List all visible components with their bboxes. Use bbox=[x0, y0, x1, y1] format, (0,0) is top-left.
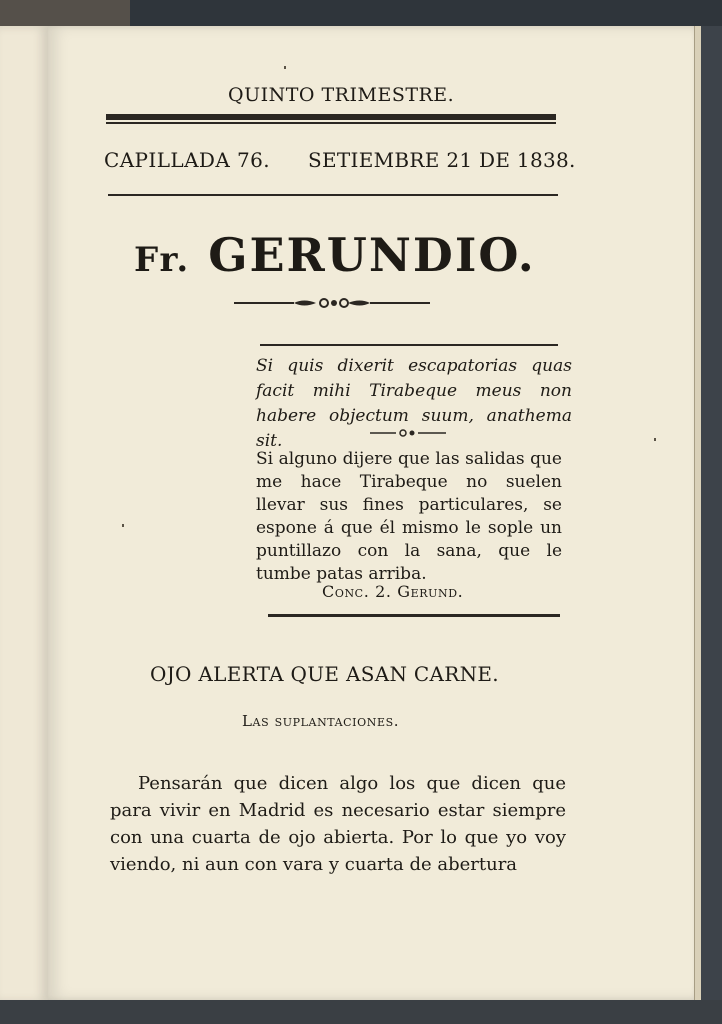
adjacent-page-edge bbox=[0, 0, 130, 26]
masthead-prefix: Fr. bbox=[134, 240, 191, 280]
page-edge bbox=[694, 26, 701, 1000]
epigraph-source: Conc. 2. Gerund. bbox=[322, 582, 464, 601]
article-subtitle: Las suplantaciones. bbox=[242, 712, 400, 730]
epigraph-rule-bottom bbox=[268, 614, 560, 617]
epigraph-rule-top bbox=[260, 344, 558, 346]
masthead-name: GERUNDIO. bbox=[208, 228, 536, 282]
paper-speck bbox=[122, 524, 124, 527]
adjacent-page bbox=[0, 26, 50, 1002]
epigraph-latin: Si quis dixerit escapatorias quas facit mihi Tirabeque meus non habere objectum suum, anathema sit. bbox=[256, 356, 572, 451]
newspaper-page bbox=[48, 26, 698, 1000]
epigraph-ornament bbox=[370, 428, 446, 438]
epigraph-translation: Si alguno dijere que las salidas que me hace Tirabeque no suelen llevar sus fines particulares, se espone á que él mismo le sople un puntillazo con la sana, que le tumbe patas arriba. bbox=[256, 449, 562, 584]
issue-quarter: QUINTO TRIMESTRE. bbox=[228, 84, 455, 106]
ornament-divider bbox=[234, 296, 430, 310]
scan-background-bottom bbox=[0, 1000, 722, 1024]
issue-number: CAPILLADA 76. bbox=[104, 148, 270, 172]
article-title: OJO ALERTA QUE ASAN CARNE. bbox=[150, 662, 499, 686]
issue-date: SETIEMBRE 21 DE 1838. bbox=[308, 148, 576, 172]
paper-speck bbox=[654, 438, 656, 441]
header-rule-thick bbox=[106, 114, 556, 120]
article-body: Pensarán que dicen algo los que dicen que para vivir en Madrid es necesario estar siempre con una cuarta de ojo abierta. Por lo que yo voy viendo, ni aun con vara y cuarta de abertura bbox=[110, 773, 566, 875]
header-rule-thin bbox=[106, 122, 556, 124]
masthead-title bbox=[134, 228, 536, 282]
paper-speck bbox=[284, 66, 286, 69]
date-rule bbox=[108, 194, 558, 196]
